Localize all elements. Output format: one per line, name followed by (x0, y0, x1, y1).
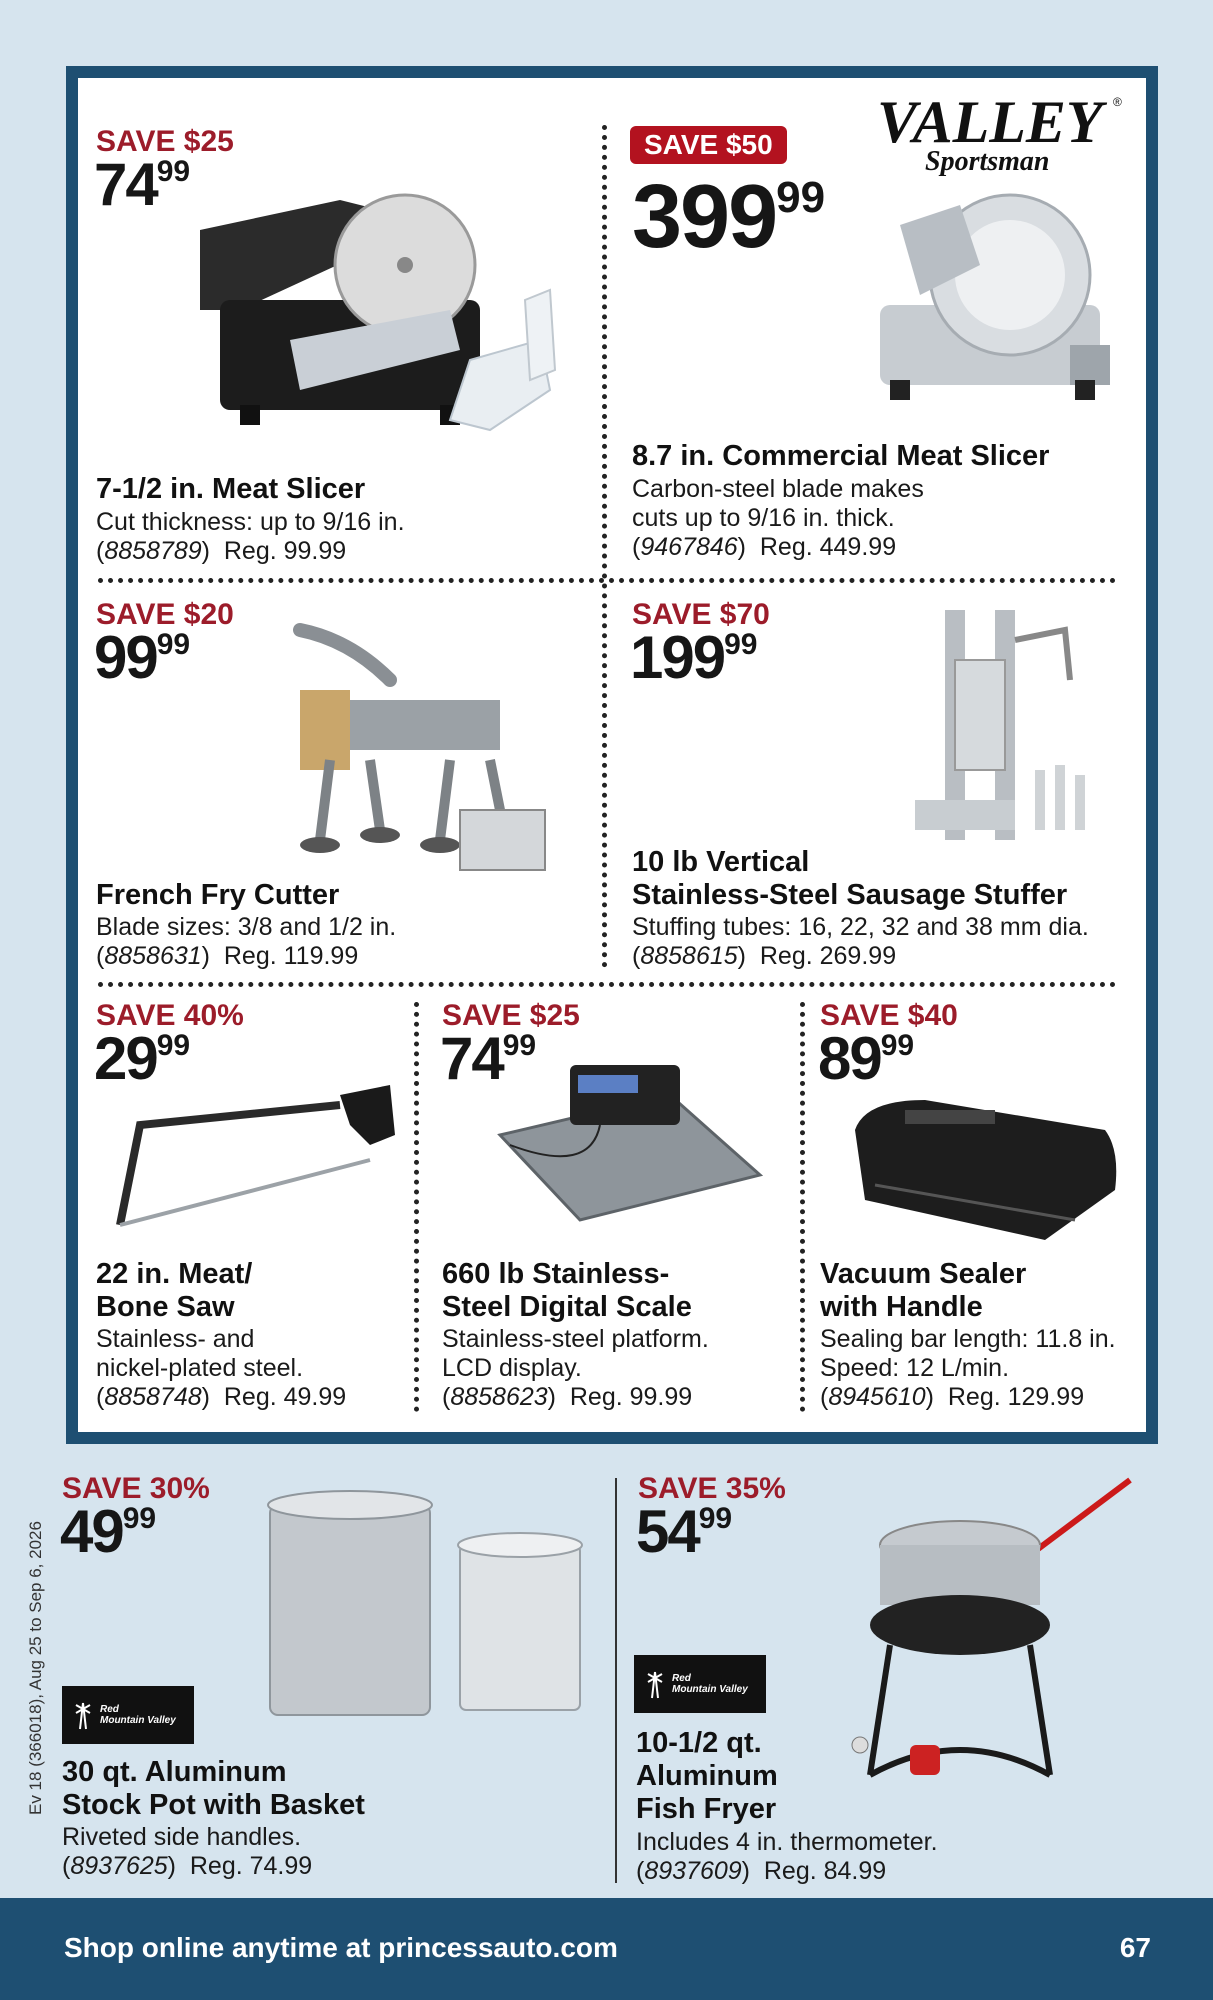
valley-sportsman-logo (875, 90, 1125, 180)
sku: 8858631 (104, 942, 202, 970)
regular-price: Reg. 74.99 (189, 1852, 313, 1880)
sale-price: 39999 (632, 167, 826, 267)
save-badge: SAVE $50 (630, 126, 787, 164)
sku-reg-line: (8858748) Reg. 49.99 (96, 1383, 347, 1411)
save-label: SAVE $40 (820, 999, 958, 1032)
svg-text:VALLEY: VALLEY (877, 90, 1103, 155)
save-label: SAVE $25 (96, 125, 234, 158)
sale-price: 8999 (818, 1025, 915, 1092)
regular-price: Reg. 449.99 (759, 533, 897, 561)
regular-price: Reg. 84.99 (763, 1857, 887, 1885)
product-description: Stainless- and nickel-plated steel. (8858748) Reg. 49.99 (96, 1325, 347, 1411)
sku-reg-line: (8858631) Reg. 119.99 (96, 942, 359, 970)
save-label: SAVE $25 (442, 999, 580, 1032)
commercial-slicer-image (860, 185, 1130, 425)
regular-price: Reg. 99.99 (569, 1383, 693, 1411)
product-title: 660 lb Stainless- Steel Digital Scale (442, 1258, 692, 1323)
sku: 8937609 (644, 1857, 742, 1885)
product-title: Vacuum Sealer with Handle (820, 1258, 1027, 1323)
sale-price: 19999 (630, 624, 758, 691)
divider-col-top (602, 125, 607, 968)
svg-text:Sportsman: Sportsman (925, 146, 1050, 177)
sku-reg-line: (9467846) Reg. 449.99 (632, 533, 897, 561)
windmill-icon (644, 1668, 666, 1700)
regular-price: Reg. 269.99 (759, 942, 897, 970)
meat-slicer-image (180, 190, 580, 450)
sku: 8858623 (450, 1383, 548, 1411)
sale-price: 7499 (94, 151, 191, 218)
sale-price: 7499 (440, 1025, 537, 1092)
sausage-stuffer-image (905, 600, 1105, 850)
sku: 8858615 (640, 942, 738, 970)
regular-price: Reg. 119.99 (223, 942, 359, 970)
product-title: 22 in. Meat/ Bone Saw (96, 1258, 253, 1323)
product-description: Includes 4 in. thermometer. (8937609) Reg. 84.99 (636, 1828, 938, 1885)
save-label: SAVE $70 (632, 598, 770, 631)
product-description: Carbon-steel blade makes cuts up to 9/16 in. thick. (9467846) Reg. 449.99 (632, 475, 924, 561)
sku-reg-line: (8858615) Reg. 269.99 (632, 942, 897, 970)
product-description: Stainless-steel platform. LCD display. (8858623) Reg. 99.99 (442, 1325, 709, 1411)
red-mountain-valley-logo: Red Mountain Valley (634, 1655, 766, 1713)
sku: 8945610 (828, 1383, 926, 1411)
sku-reg-line: (8858789) Reg. 99.99 (96, 537, 347, 565)
fish-fryer-image (850, 1475, 1140, 1795)
bone-saw-image (110, 1085, 400, 1235)
divider-lower (615, 1478, 617, 1883)
divider-row-1 (98, 578, 1116, 583)
edition-note: Ev 18 (366018), Aug 25 to Sep 6, 2026 (26, 1521, 45, 1815)
product-description: Stuffing tubes: 16, 22, 32 and 38 mm dia. (8858615) Reg. 269.99 (632, 913, 1089, 970)
save-label: SAVE 30% (62, 1472, 210, 1505)
stock-pot-image (250, 1485, 600, 1725)
footer-website-text[interactable]: Shop online anytime at princessauto.com (64, 1932, 618, 1963)
sku-reg-line: (8858623) Reg. 99.99 (442, 1383, 693, 1411)
digital-scale-image (490, 1055, 765, 1225)
regular-price: Reg. 49.99 (223, 1383, 347, 1411)
product-title: 10-1/2 qt. Aluminum Fish Fryer (636, 1727, 778, 1825)
windmill-icon (72, 1699, 94, 1731)
sku-reg-line: (8937609) Reg. 84.99 (636, 1857, 887, 1885)
vacuum-sealer-image (845, 1090, 1125, 1250)
sku: 8937625 (70, 1852, 168, 1880)
fry-cutter-image (280, 610, 580, 880)
regular-price: Reg. 99.99 (223, 537, 347, 565)
save-label: SAVE $20 (96, 598, 234, 631)
save-label: SAVE 35% (638, 1472, 786, 1505)
product-title: 10 lb Vertical Stainless-Steel Sausage Stuffer (632, 846, 1068, 911)
product-description: Sealing bar length: 11.8 in. Speed: 12 L/min. (8945610) Reg. 129.99 (820, 1325, 1116, 1411)
divider-col-bottom-2 (800, 1002, 805, 1412)
product-title: 8.7 in. Commercial Meat Slicer (632, 440, 1050, 472)
product-description: Blade sizes: 3/8 and 1/2 in. (8858631) Reg. 119.99 (96, 913, 397, 970)
sku: 8858789 (104, 537, 202, 565)
sale-price: 5499 (636, 1498, 733, 1565)
product-title: 7-1/2 in. Meat Slicer (96, 473, 366, 505)
page-number: 67 (1119, 1932, 1151, 1963)
product-title: 30 qt. Aluminum Stock Pot with Basket (62, 1756, 365, 1821)
product-description: Cut thickness: up to 9/16 in. (8858789) Reg. 99.99 (96, 508, 405, 565)
sale-price: 4999 (60, 1498, 157, 1565)
red-mountain-valley-logo: Red Mountain Valley (62, 1686, 194, 1744)
sku: 8858748 (104, 1383, 202, 1411)
regular-price: Reg. 129.99 (947, 1383, 1085, 1411)
divider-row-2 (98, 982, 1116, 987)
sku: 9467846 (640, 533, 738, 561)
sale-price: 2999 (94, 1025, 191, 1092)
divider-col-bottom-1 (414, 1002, 419, 1412)
svg-text:®: ® (1113, 95, 1122, 109)
product-title: French Fry Cutter (96, 879, 340, 911)
product-description: Riveted side handles. (8937625) Reg. 74.99 (62, 1823, 313, 1880)
footer-bar (0, 1898, 1213, 2000)
sale-price: 9999 (94, 624, 191, 691)
sku-reg-line: (8945610) Reg. 129.99 (820, 1383, 1085, 1411)
sku-reg-line: (8937625) Reg. 74.99 (62, 1852, 313, 1880)
save-label: SAVE 40% (96, 999, 244, 1032)
